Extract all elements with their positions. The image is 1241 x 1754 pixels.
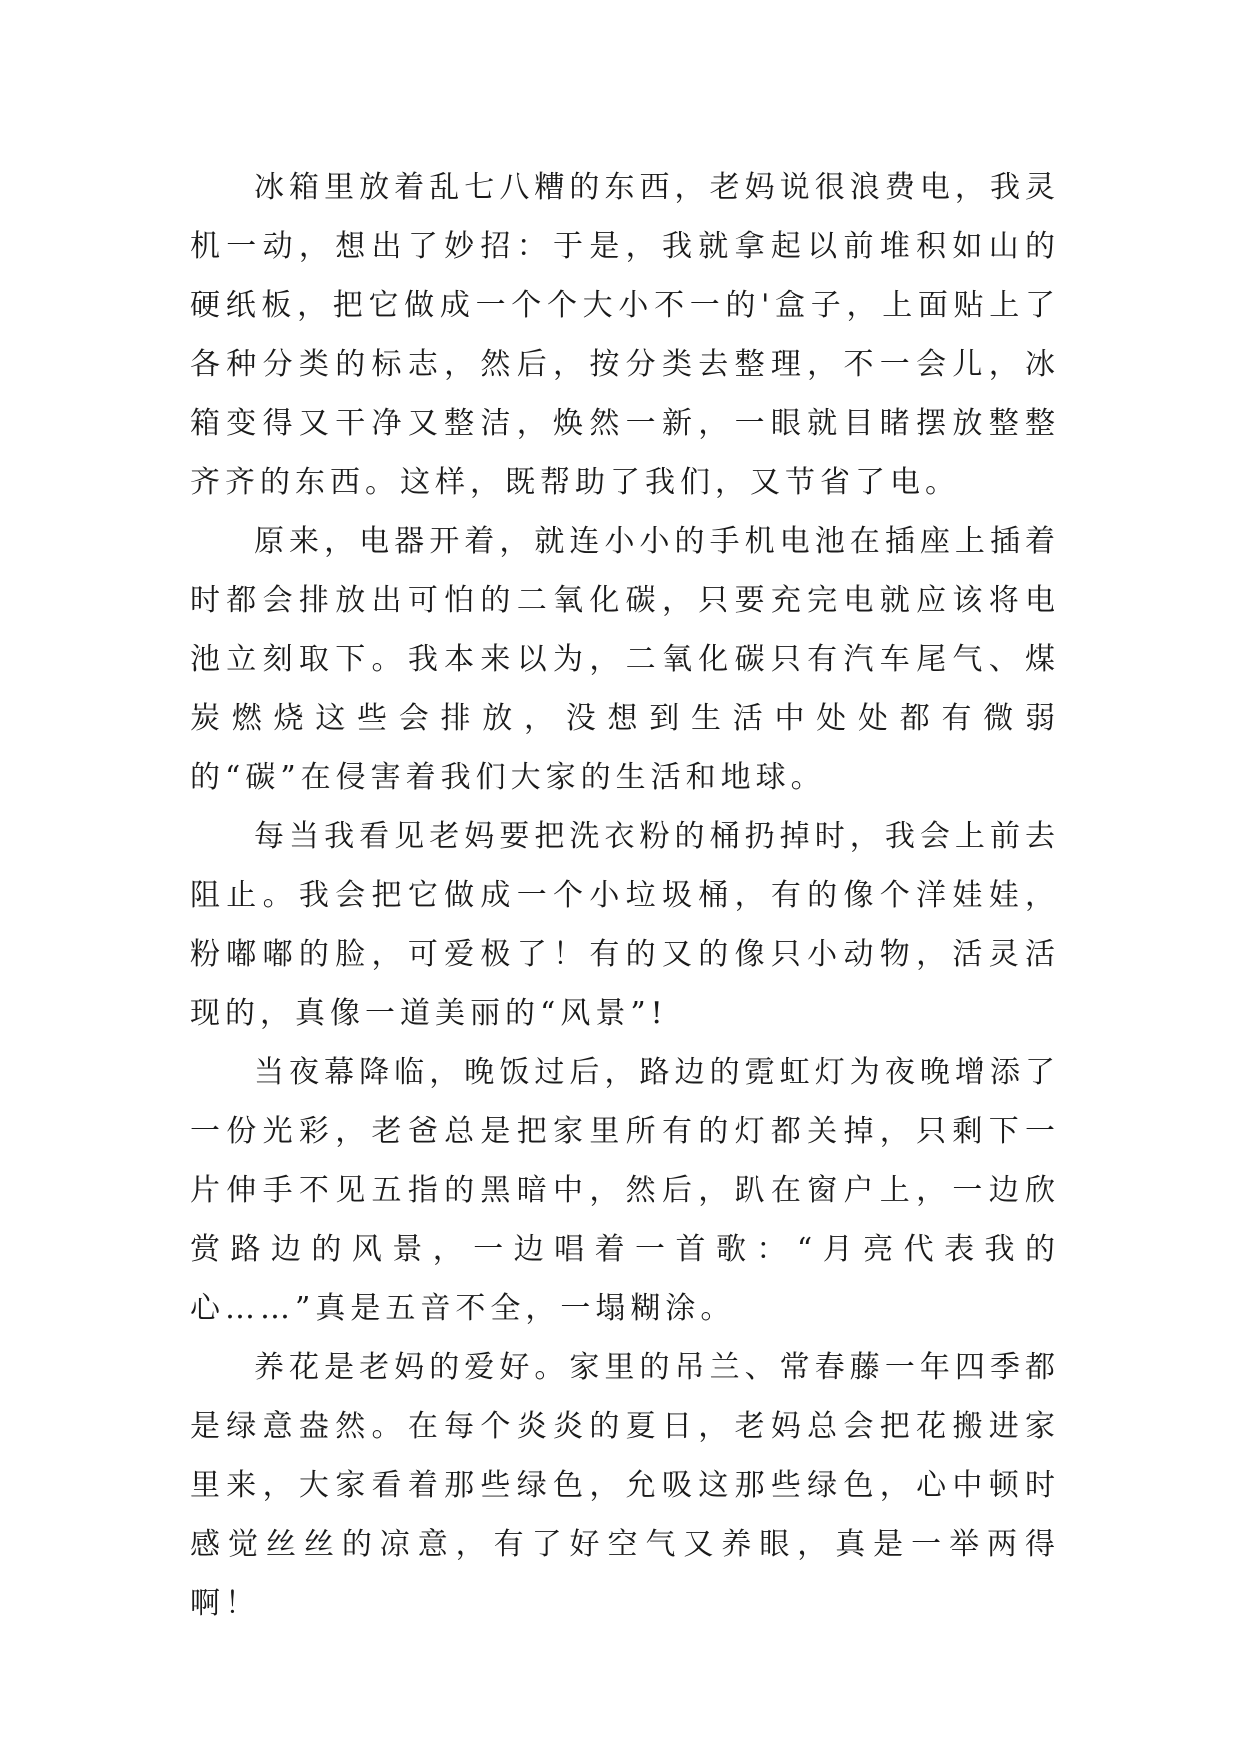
- paragraph-carbon: 原来，电器开着，就连小小的手机电池在插座上插着时都会排放出可怕的二氧化碳，只要充完电就应该将电池立刻取下。我本来以为，二氧化碳只有汽车尾气、煤炭燃烧这些会排放，没想到生活中处处都有微弱的“碳”在侵害着我们大家的生活和地球。: [190, 524, 1060, 795]
- paragraph-flowers: 养花是老妈的爱好。家里的吊兰、常春藤一年四季都是绿意盎然。在每个炎炎的夏日，老妈总会把花搬进家里来，大家看着那些绿色，允吸这那些绿色，心中顿时感觉丝丝的凉意，有了好空气又养眼，真是一举两得啊！: [190, 1350, 1060, 1621]
- essay-body: [190, 158, 1060, 1633]
- paragraph-night-lights: 当夜幕降临，晚饭过后，路边的霓虹灯为夜晚增添了一份光彩，老爸总是把家里所有的灯都关掉，只剩下一片伸手不见五指的黑暗中，然后，趴在窗户上，一边欣赏路边的风景，一边唱着一首歌：“月亮代表我的心……”真是五音不全，一塌糊涂。: [190, 1055, 1060, 1326]
- paragraph-fridge: 冰箱里放着乱七八糟的东西，老妈说很浪费电，我灵机一动，想出了妙招：于是，我就拿起以前堆积如山的硬纸板，把它做成一个个大小不一的'盒子，上面贴上了各种分类的标志，然后，按分类去整理，不一会儿，冰箱变得又干净又整洁，焕然一新，一眼就目睹摆放整整齐齐的东西。这样，既帮助了我们，又节省了电。: [190, 170, 1060, 500]
- paragraph-detergent-bucket: 每当我看见老妈要把洗衣粉的桶扔掉时，我会上前去阻止。我会把它做成一个小垃圾桶，有的像个洋娃娃，粉嘟嘟的脸，可爱极了！有的又的像只小动物，活灵活现的，真像一道美丽的“风景”!: [190, 819, 1060, 1031]
